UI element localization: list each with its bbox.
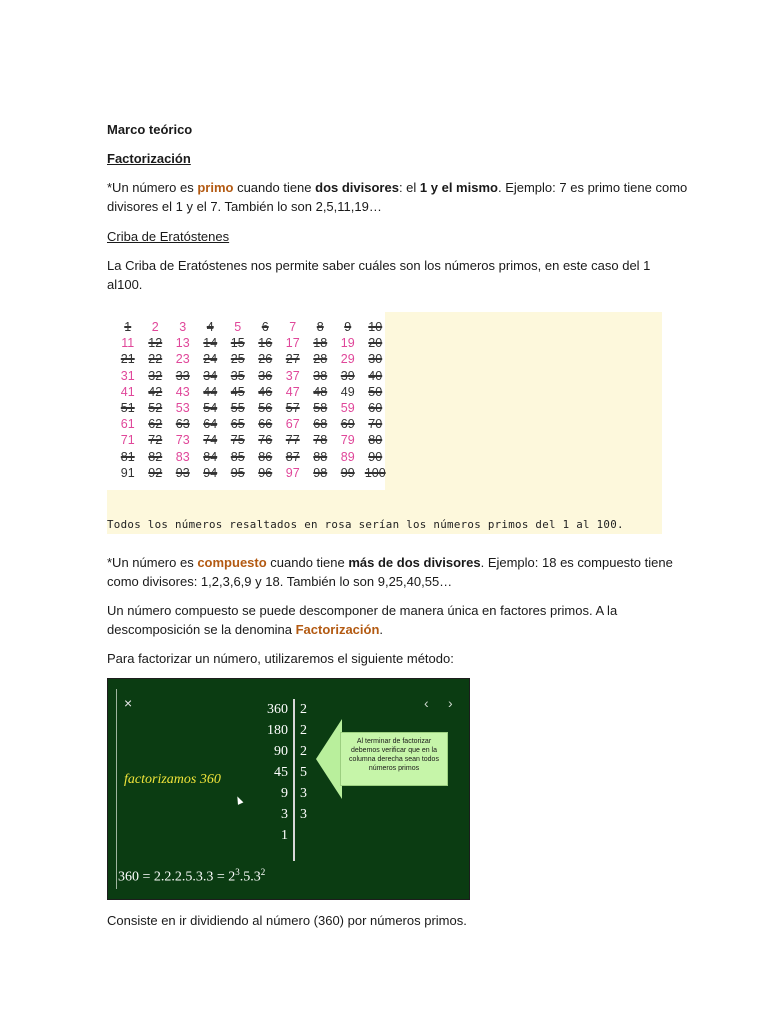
sieve-number: 56 — [258, 400, 273, 415]
dividend-column — [256, 699, 288, 846]
sieve-number: 91 — [120, 465, 135, 480]
sieve-number: 70 — [368, 417, 383, 432]
sieve-number: 4 — [206, 320, 214, 334]
bold-text: 1 y el mismo — [419, 180, 498, 195]
closing-paragraph: Consiste en ir dividiendo al número (360) por números primos. — [107, 913, 467, 928]
sieve-number: 75 — [230, 433, 245, 448]
text: . Ejemplo: 7 es primo tiene como — [497, 180, 688, 195]
sieve-number: 28 — [313, 352, 328, 367]
dividend-value: 90 — [274, 744, 288, 759]
sieve-number: 40 — [368, 368, 383, 383]
dividend-value: 180 — [267, 723, 288, 738]
highlight-compuesto: compuesto — [197, 555, 267, 570]
sieve-number: 96 — [258, 465, 273, 480]
division-line — [293, 699, 295, 861]
highlight-primo: primo — [197, 180, 234, 195]
sieve-number: 67 — [285, 417, 300, 432]
sieve-grid — [114, 319, 389, 481]
formula-exponent: 2 — [260, 867, 266, 877]
sieve-number: 87 — [285, 449, 300, 464]
sieve-number: 50 — [368, 384, 383, 399]
sieve-number: 53 — [175, 400, 190, 415]
sieve-number: 69 — [340, 417, 355, 432]
sieve-number: 77 — [285, 433, 300, 448]
sieve-figure — [107, 312, 662, 534]
sieve-number: 72 — [148, 433, 163, 448]
sieve-number: 38 — [313, 368, 328, 383]
divisor-value: 2 — [300, 702, 307, 717]
sieve-number: 74 — [203, 433, 218, 448]
metodo-paragraph: Para factorizar un número, utilizaremos el siguiente método: — [107, 651, 454, 666]
dividend-value: 3 — [281, 807, 288, 822]
chevron-left-icon[interactable]: ‹ — [424, 695, 429, 711]
slide-border-line — [116, 689, 117, 889]
factorization-formula — [118, 867, 265, 886]
sieve-number: 57 — [285, 400, 300, 415]
bold-text: dos divisores — [315, 180, 399, 195]
sieve-number: 11 — [121, 336, 135, 351]
sieve-number: 92 — [148, 465, 163, 480]
sieve-number: 25 — [230, 352, 245, 367]
sieve-number: 49 — [340, 384, 355, 399]
sieve-number: 99 — [340, 465, 355, 480]
sieve-number: 19 — [340, 336, 355, 351]
sieve-number: 29 — [340, 352, 355, 367]
sieve-number: 62 — [148, 417, 163, 432]
sieve-number: 8 — [316, 320, 324, 334]
bold-text: más de dos divisores — [348, 555, 481, 570]
criba-paragraph-line2: al100. — [107, 277, 143, 292]
sieve-number: 79 — [340, 433, 355, 448]
sieve-number: 30 — [368, 352, 383, 367]
sieve-number: 1 — [124, 320, 132, 334]
primo-paragraph-line1 — [107, 178, 687, 197]
descomp-paragraph-line1: Un número compuesto se puede descomponer de manera única en factores primos. A la — [107, 603, 618, 618]
sieve-number: 60 — [368, 400, 383, 415]
sieve-number: 3 — [179, 320, 187, 334]
dividend-value: 1 — [281, 828, 288, 843]
text: cuando tiene — [266, 555, 349, 570]
sieve-number: 88 — [313, 449, 328, 464]
sieve-number: 23 — [175, 352, 190, 367]
mouse-cursor-icon — [235, 795, 244, 805]
sieve-number: 36 — [258, 368, 273, 383]
sieve-number: 42 — [148, 384, 163, 399]
sieve-number: 65 — [230, 417, 245, 432]
text: *Un número es — [107, 180, 198, 195]
sieve-number: 94 — [203, 465, 218, 480]
slide-label: factorizamos 360 — [124, 772, 221, 787]
sieve-number: 68 — [313, 417, 328, 432]
sieve-caption: Todos los números resaltados en rosa serían los números primos del 1 al 100. — [107, 518, 624, 531]
factorization-slide — [107, 678, 470, 900]
formula-text: 360 = 2.2.2.5.3.3 = 2 — [118, 869, 236, 885]
dividend-value: 45 — [274, 765, 288, 780]
sieve-number: 100 — [364, 465, 386, 480]
sieve-number: 24 — [203, 352, 218, 367]
sieve-number: 82 — [148, 449, 163, 464]
sieve-number: 9 — [344, 320, 352, 334]
chevron-right-icon[interactable]: › — [448, 695, 453, 711]
sieve-number: 86 — [258, 449, 273, 464]
sieve-number: 22 — [148, 352, 163, 367]
primo-paragraph-line2: divisores el 1 y el 7. También lo son 2,5,11,19… — [107, 199, 382, 214]
sieve-number: 43 — [175, 384, 190, 399]
sieve-number: 18 — [313, 336, 328, 351]
sieve-number: 46 — [258, 384, 273, 399]
sieve-number: 26 — [258, 352, 273, 367]
text: descomposición se la denomina — [107, 622, 296, 637]
sieve-number: 15 — [230, 336, 245, 351]
highlight-factorizacion: Factorización — [295, 622, 380, 637]
sieve-number: 98 — [313, 465, 328, 480]
descomp-paragraph-line2 — [107, 620, 383, 639]
sieve-number: 45 — [230, 384, 245, 399]
divisor-value: 3 — [300, 786, 307, 801]
sieve-number: 6 — [261, 320, 269, 334]
compuesto-paragraph-line1 — [107, 553, 673, 572]
sieve-number: 16 — [258, 336, 273, 351]
text: cuando tiene — [233, 180, 316, 195]
dividend-value: 360 — [267, 702, 288, 717]
sieve-number: 33 — [175, 368, 190, 383]
sieve-number: 55 — [230, 400, 245, 415]
sieve-number: 12 — [148, 336, 163, 351]
sieve-number: 78 — [313, 433, 328, 448]
text: . — [379, 622, 384, 637]
sieve-number: 63 — [175, 417, 190, 432]
sieve-number: 48 — [313, 384, 328, 399]
criba-title: Criba de Eratóstenes — [107, 229, 230, 244]
sieve-number: 34 — [203, 368, 218, 383]
text: : el — [398, 180, 420, 195]
page-heading: Marco teórico — [107, 122, 193, 137]
sieve-number: 35 — [230, 368, 245, 383]
sieve-number: 76 — [258, 433, 273, 448]
criba-paragraph-line1: La Criba de Eratóstenes nos permite saber cuáles son los números primos, en este caso del 1 — [107, 258, 651, 273]
divisor-value: 2 — [300, 723, 307, 738]
section-title: Factorización — [107, 151, 191, 166]
sieve-number: 95 — [230, 465, 245, 480]
sieve-number: 81 — [120, 449, 135, 464]
sieve-number: 97 — [285, 465, 300, 480]
sieve-number: 85 — [230, 449, 245, 464]
sieve-number: 13 — [175, 336, 190, 351]
sieve-number: 51 — [120, 400, 135, 415]
callout-note: Al terminar de factorizar debemos verificar que en la columna derecha sean todos números primos — [340, 732, 448, 786]
sieve-number: 80 — [368, 433, 383, 448]
sieve-number: 93 — [175, 465, 190, 480]
sieve-number: 66 — [258, 417, 273, 432]
sieve-number: 39 — [340, 368, 355, 383]
sieve-number: 90 — [368, 449, 383, 464]
sieve-number: 21 — [120, 352, 135, 367]
sieve-number: 17 — [285, 336, 300, 351]
compuesto-paragraph-line2: como divisores: 1,2,3,6,9 y 18. También lo son 9,25,40,55… — [107, 574, 453, 589]
sieve-number: 71 — [120, 433, 135, 448]
divisor-value: 3 — [300, 807, 307, 822]
sieve-number: 73 — [175, 433, 190, 448]
sieve-number: 14 — [203, 336, 218, 351]
sieve-number: 5 — [234, 320, 242, 334]
sieve-number: 44 — [203, 384, 218, 399]
sieve-number: 37 — [285, 368, 300, 383]
formula-text: .5.3 — [239, 869, 261, 885]
text: *Un número es — [107, 555, 198, 570]
formula-exponent: 3 — [235, 867, 240, 877]
close-icon[interactable]: × — [124, 695, 133, 711]
sieve-number: 47 — [285, 384, 300, 399]
sieve-number: 89 — [340, 449, 355, 464]
sieve-number: 58 — [313, 400, 328, 415]
divisor-value: 5 — [300, 765, 307, 780]
dividend-value: 9 — [281, 786, 288, 801]
sieve-number: 83 — [175, 449, 190, 464]
divisor-value: 2 — [300, 744, 307, 759]
sieve-number: 54 — [203, 400, 218, 415]
sieve-number: 32 — [148, 368, 163, 383]
sieve-number: 7 — [289, 320, 297, 334]
sieve-number: 59 — [340, 400, 355, 415]
sieve-number: 2 — [151, 320, 159, 334]
sieve-number: 41 — [120, 384, 135, 399]
sieve-number: 84 — [203, 449, 218, 464]
sieve-number: 20 — [368, 336, 383, 351]
sieve-number: 10 — [368, 320, 383, 334]
text: . Ejemplo: 18 es compuesto tiene — [480, 555, 673, 570]
sieve-number: 52 — [148, 400, 163, 415]
sieve-number: 61 — [120, 417, 135, 432]
sieve-number: 64 — [203, 417, 218, 432]
sieve-number: 27 — [285, 352, 300, 367]
callout-arrow-icon — [316, 719, 342, 799]
sieve-number: 31 — [120, 368, 135, 383]
